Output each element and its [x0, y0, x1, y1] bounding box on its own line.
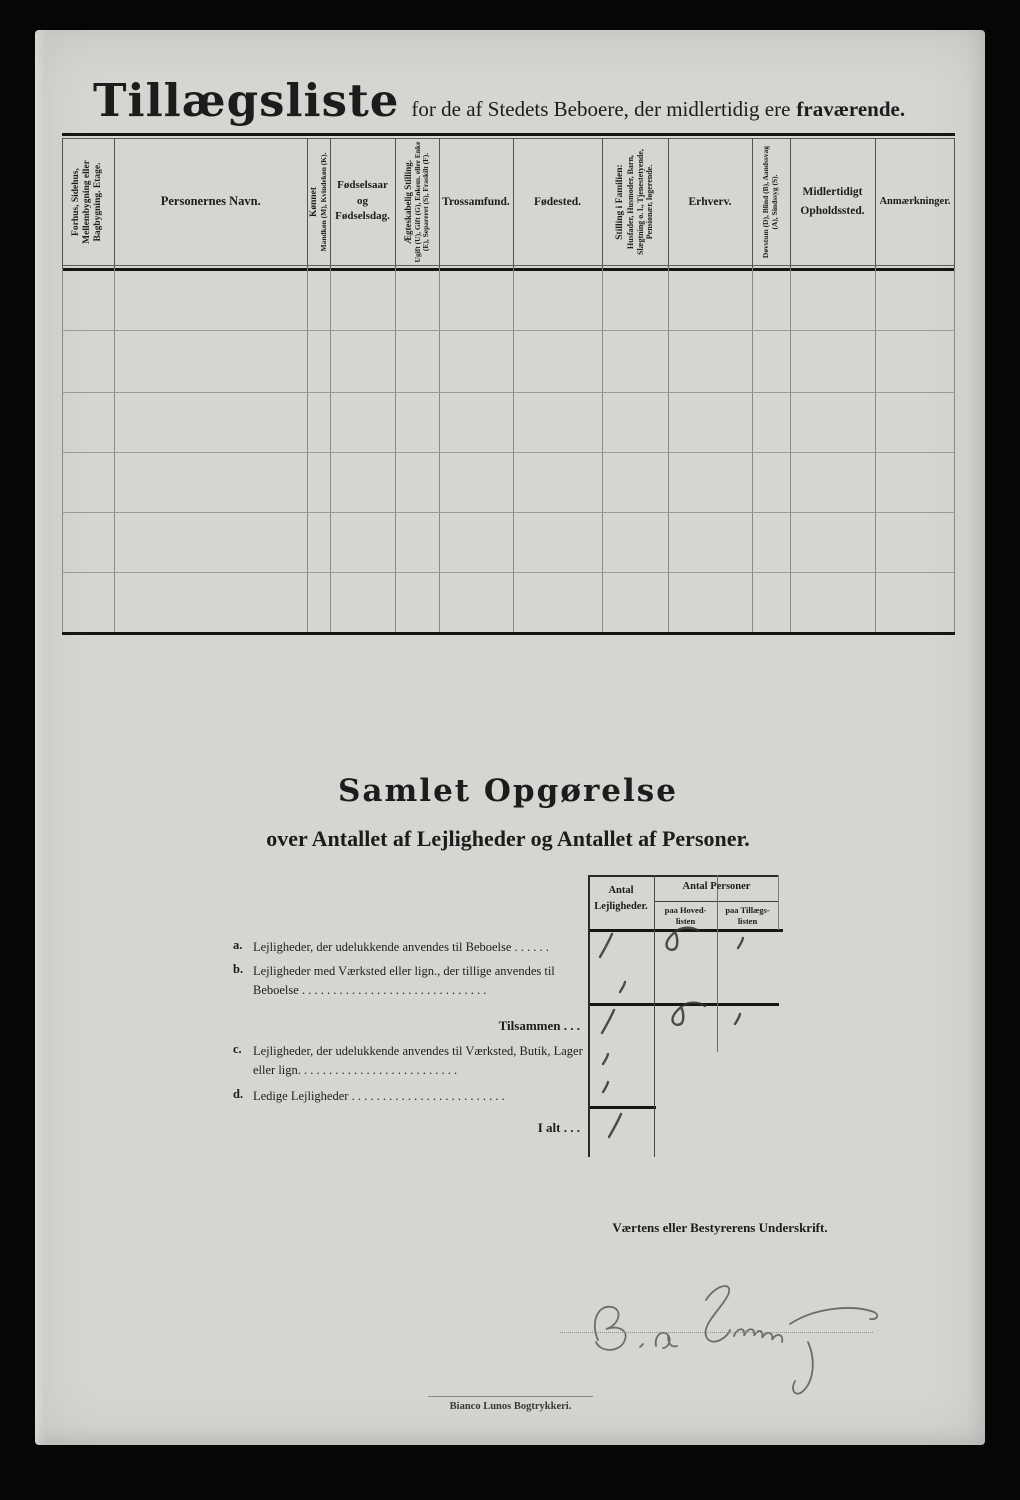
summary-vline-2 [717, 875, 718, 1052]
summary-col-hovedlisten-l1: paa Hoved- [664, 905, 707, 915]
summary-row-tilsammen-label: Tilsammen . . . [498, 1018, 580, 1033]
printer-imprint: Bianco Lunos Bogtrykkeri. [449, 1401, 572, 1412]
col-header-remarks-label: Anmærkninger. [879, 196, 951, 207]
summary-col-tillaegslisten-l2: listen [737, 916, 758, 927]
summary-row-a-prefix: a. [233, 938, 243, 952]
summary-col-personer: Antal Personer [682, 881, 751, 892]
summary-row-c-label: Lejligheder, der udelukkende anvendes til Værksted, Butik, Lager eller lign. . . . . . . . . . . . . . . . . . . . . . . . . . [253, 1044, 583, 1078]
col-header-name-label: Personernes Navn. [160, 194, 261, 208]
col-header-birthdate-l3: Fødselsdag. [335, 210, 390, 223]
col-header-occupation [668, 138, 752, 265]
summary-row-d-prefix: d. [233, 1087, 244, 1101]
summary-top-rule [588, 875, 779, 877]
hw-value-a-tillaegslisten [733, 932, 781, 969]
col-header-marital-sub: Ugift (U), Gift (G), Enkem. eller Enke (E), Separeret (S), Fraskilt (F). [412, 141, 431, 262]
col-header-religion [439, 138, 513, 265]
col-header-birthdate [330, 138, 395, 265]
col-header-birthdate-l2: og [357, 194, 368, 207]
page-title [93, 74, 905, 127]
summary-row-ialt-label: I alt . . . [537, 1120, 580, 1135]
col-header-birthplace-label: Fødested. [534, 195, 581, 208]
col-header-sex [307, 138, 330, 265]
col-header-disabilities-label: Døvstum (D), Blind (B), Aandssvag (A), Sindssyg (S). [761, 145, 779, 258]
hw-value-tilsammen-lejligheder [595, 1006, 643, 1043]
col-header-sex-title: Kønnet [308, 186, 319, 217]
col-header-family-position [602, 138, 668, 265]
summary-col-lejligheder-l2: Lejligheder. [594, 901, 648, 913]
col-header-family-position-title: Stilling i Familien: [615, 163, 626, 240]
signature-baseline [560, 1332, 873, 1333]
col-header-sex-label [308, 141, 328, 263]
summary-row-b-prefix: b. [233, 962, 244, 976]
summary-title: Samlet Opgørelse [338, 773, 678, 809]
col-header-temporary-residence [790, 138, 875, 265]
summary-vline-left [588, 875, 590, 1157]
col-header-remarks [875, 138, 955, 265]
signature-caption: Værtens eller Bestyrerens Underskrift. [612, 1220, 828, 1235]
page-title-emphasis: fraværende. [796, 97, 906, 121]
col-header-family-position-label [615, 141, 655, 263]
paper-sheet [35, 30, 985, 1445]
col-header-marital-title: Ægteskabelig Stilling. [402, 159, 413, 244]
col-header-family-position-sub: Husfader, Husmoder, Barn, Slægtning o. l., Tjenestetyende, Pensionær, logerende. [626, 148, 655, 255]
summary-col-hovedlisten-l2: listen [675, 916, 696, 927]
summary-col-tillaegslisten-l1: paa Tillægs- [725, 905, 770, 915]
hw-value-tilsammen-tillaegslisten [730, 1008, 778, 1045]
col-header-name [115, 138, 308, 265]
col-header-temporary-residence-l2: Opholdssted. [800, 204, 865, 217]
col-header-birthplace [513, 138, 602, 265]
col-header-disabilities [752, 138, 790, 265]
col-header-building-label: Forhus, Sidehus, Mellembygning eller Bagbygning. Etage. [71, 159, 104, 244]
col-header-marital [395, 138, 439, 265]
page-title-main: Tillægsliste [93, 74, 400, 127]
summary-col-tillaegslisten [717, 905, 778, 927]
col-header-temporary-residence-l1: Midlertidigt [802, 186, 863, 199]
hw-value-d-lejligheder [598, 1076, 646, 1113]
col-header-building [62, 138, 115, 265]
col-header-sex-sub: Mandkøn (M), Kvindekøn (K). [318, 152, 328, 251]
signature-handwriting [560, 1262, 890, 1412]
page-title-rest: for de af Stedets Beboere, der midlertidig ere [411, 97, 791, 121]
table-top-rule [62, 133, 955, 136]
summary-subtitle: over Antallet af Lejligheder og Antallet af Personer. [266, 826, 750, 851]
summary-col-lejligheder [588, 883, 654, 916]
hw-value-tilsammen-hovedlisten [663, 998, 711, 1035]
printer-rule [428, 1396, 593, 1397]
col-header-birthdate-l1: Fødselsaar [337, 178, 388, 191]
hw-value-a-lejligheder [593, 930, 641, 967]
col-header-religion-label: Trossamfund. [442, 195, 510, 208]
hw-value-ialt-lejligheder [602, 1110, 650, 1147]
col-header-marital-label [403, 141, 431, 263]
summary-row-a-label: Lejligheder, der udelukkende anvendes til Beboelse . . . . . . [253, 940, 549, 954]
col-header-occupation-label: Erhverv. [688, 195, 732, 208]
summary-row-c-prefix: c. [233, 1042, 242, 1056]
summary-col-lejligheder-l1: Antal [608, 885, 634, 896]
hw-value-a-hovedlisten [657, 923, 705, 960]
summary-row-d-label: Ledige Lejligheder . . . . . . . . . . . . . . . . . . . . . . . . . [253, 1089, 505, 1103]
summary-row-b-label: Lejligheder med Værksted eller lign., der tillige anvendes til Beboelse . . . . . . . . . . . . . . . . . . . . . . . . . . . . . . [253, 964, 555, 998]
